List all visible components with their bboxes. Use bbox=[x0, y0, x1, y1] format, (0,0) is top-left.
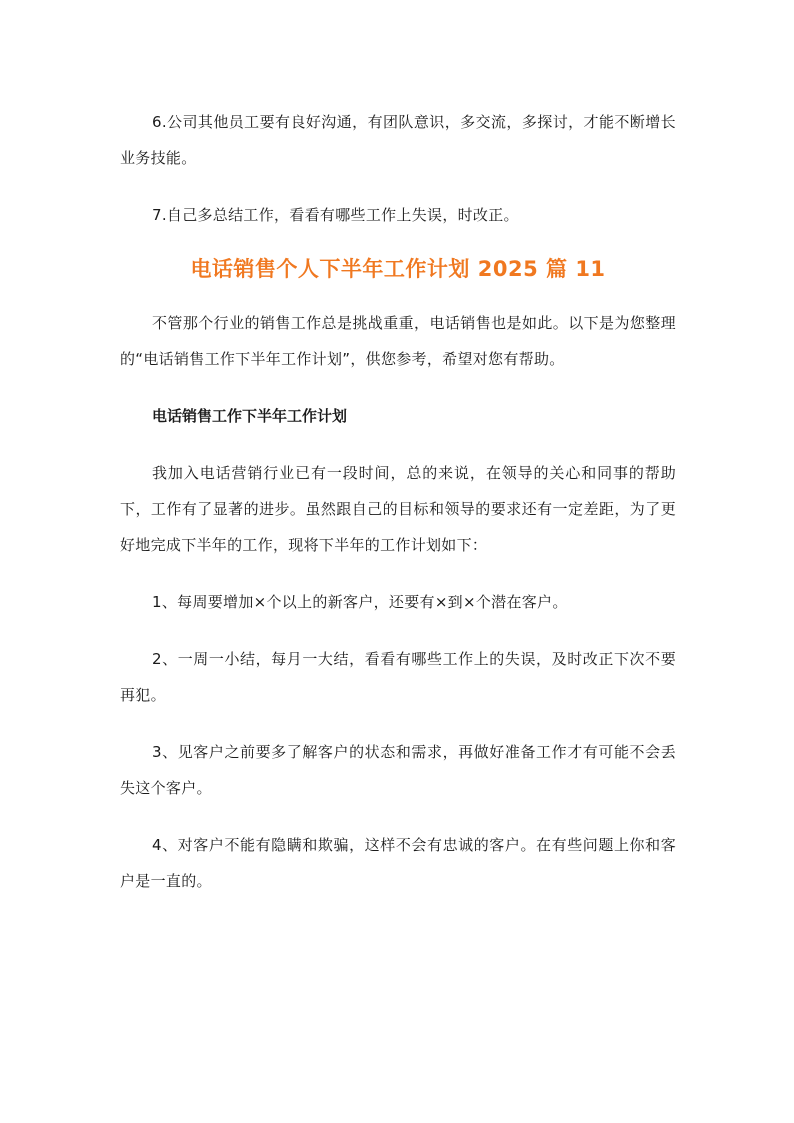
document-content bbox=[120, 104, 676, 899]
section-title: 电话销售个人下半年工作计划 2025 篇 11 bbox=[190, 257, 606, 281]
list-item-3: 3、见客户之前要多了解客户的状态和需求，再做好准备工作才有可能不会丢失这个客户。 bbox=[120, 743, 676, 797]
paragraph-item-7: 7.自己多总结工作，看看有哪些工作上失误，时改正。 bbox=[152, 206, 519, 224]
list-item-2: 2、一周一小结，每月一大结，看看有哪些工作上的失误，及时改正下次不要再犯。 bbox=[120, 650, 676, 704]
paragraph-item-6: 6.公司其他员工要有良好沟通，有团队意识，多交流，多探讨，才能不断增长业务技能。 bbox=[120, 113, 676, 167]
subheading: 电话销售工作下半年工作计划 bbox=[152, 407, 348, 425]
intro-paragraph: 不管那个行业的销售工作总是挑战重重，电话销售也是如此。以下是为您整理的“电话销售工作下半年工作计划”，供您参考，希望对您有帮助。 bbox=[120, 314, 676, 368]
body-paragraph: 我加入电话营销行业已有一段时间，总的来说，在领导的关心和同事的帮助下，工作有了显著的进步。虽然跟自己的目标和领导的要求还有一定差距，为了更好地完成下半年的工作，现将下半年的工作计划如下： bbox=[120, 464, 676, 554]
list-item-1: 1、每周要增加×个以上的新客户，还要有×到×个潜在客户。 bbox=[152, 593, 568, 611]
list-item-4: 4、对客户不能有隐瞒和欺骗，这样不会有忠诚的客户。在有些问题上你和客户是一直的。 bbox=[120, 836, 676, 890]
